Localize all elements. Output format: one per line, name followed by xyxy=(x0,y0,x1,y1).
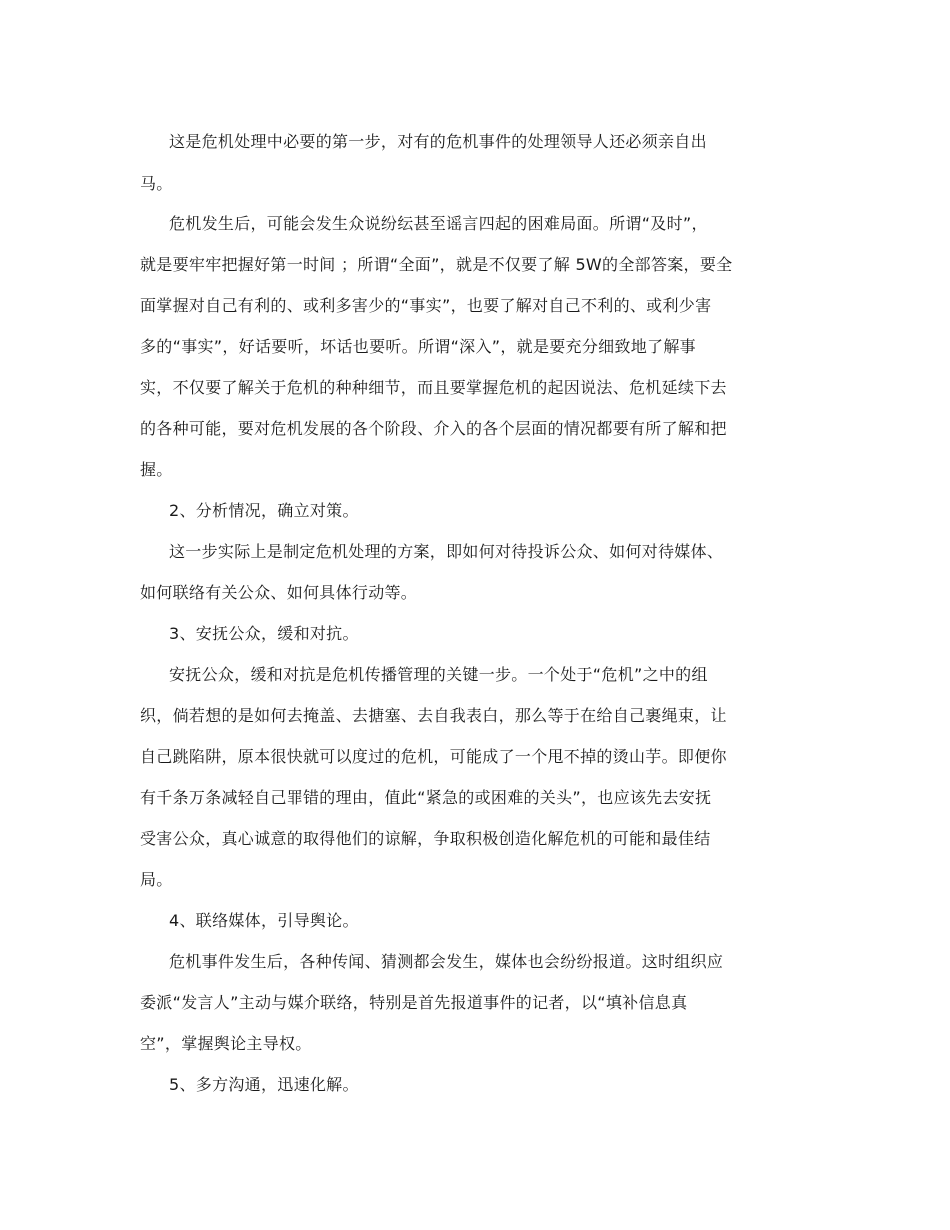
paragraph-line: 空”，掌握舆论主导权。 xyxy=(140,1034,312,1053)
paragraph-line: 受害公众，真心诚意的取得他们的谅解，争取积极创造化解危机的可能和最佳结 xyxy=(140,829,711,848)
section-heading: 5、多方沟通，迅速化解。 xyxy=(169,1075,359,1094)
paragraph-line: 委派“发言人”主动与媒介联络，特别是首先报道事件的记者，以“填补信息真 xyxy=(140,993,688,1012)
paragraph-line: 的各种可能，要对危机发展的各个阶段、介入的各个层面的情况都要有所了解和把 xyxy=(140,419,727,438)
section-heading: 3、安抚公众，缓和对抗。 xyxy=(169,624,359,643)
paragraph-line: 这是危机处理中必要的第一步，对有的危机事件的处理领导人还必须亲自出 xyxy=(169,132,707,151)
paragraph-line: 实，不仅要了解关于危机的种种细节，而且要掌握危机的起因说法、危机延续下去 xyxy=(140,378,727,397)
section-heading: 4、联络媒体，引导舆论。 xyxy=(169,911,359,930)
paragraph-line: 局。 xyxy=(140,870,173,889)
paragraph-line: 握。 xyxy=(140,460,173,479)
paragraph-line: 如何联络有关公众、如何具体行动等。 xyxy=(140,583,418,602)
paragraph-line: 自己跳陷阱，原本很快就可以度过的危机，可能成了一个甩不掉的烫山芋。即便你 xyxy=(140,747,727,766)
paragraph-line: 安抚公众，缓和对抗是危机传播管理的关键一步。一个处于“危机”之中的组 xyxy=(169,665,708,684)
section-heading: 2、分析情况，确立对策。 xyxy=(169,501,359,520)
paragraph-line: 多的“事实”，好话要听，坏话也要听。所谓“深入”，就是要充分细致地了解事 xyxy=(140,337,696,356)
paragraph-line: 就是要牢牢把握好第一时间 ；所谓“全面”，就是不仅要了解 5W的全部答案，要全 xyxy=(140,255,733,274)
paragraph-line: 危机发生后，可能会发生众说纷纭甚至谣言四起的困难局面。所谓“及时”， xyxy=(169,214,708,233)
paragraph-line: 织，倘若想的是如何去掩盖、去搪塞、去自我表白，那么等于在给自己裹绳束，让 xyxy=(140,706,727,725)
paragraph-line: 危机事件发生后，各种传闻、猜测都会发生，媒体也会纷纷报道。这时组织应 xyxy=(169,952,724,971)
paragraph-line: 马。 xyxy=(140,174,173,193)
paragraph-line: 这一步实际上是制定危机处理的方案，即如何对待投诉公众、如何对待媒体、 xyxy=(169,542,724,561)
paragraph-line: 有千条万条减轻自己罪错的理由，值此“紧急的或困难的关头”，也应该先去安抚 xyxy=(140,788,712,807)
paragraph-line: 面掌握对自己有利的、或利多害少的“事实”，也要了解对自己不利的、或利少害 xyxy=(140,296,712,315)
